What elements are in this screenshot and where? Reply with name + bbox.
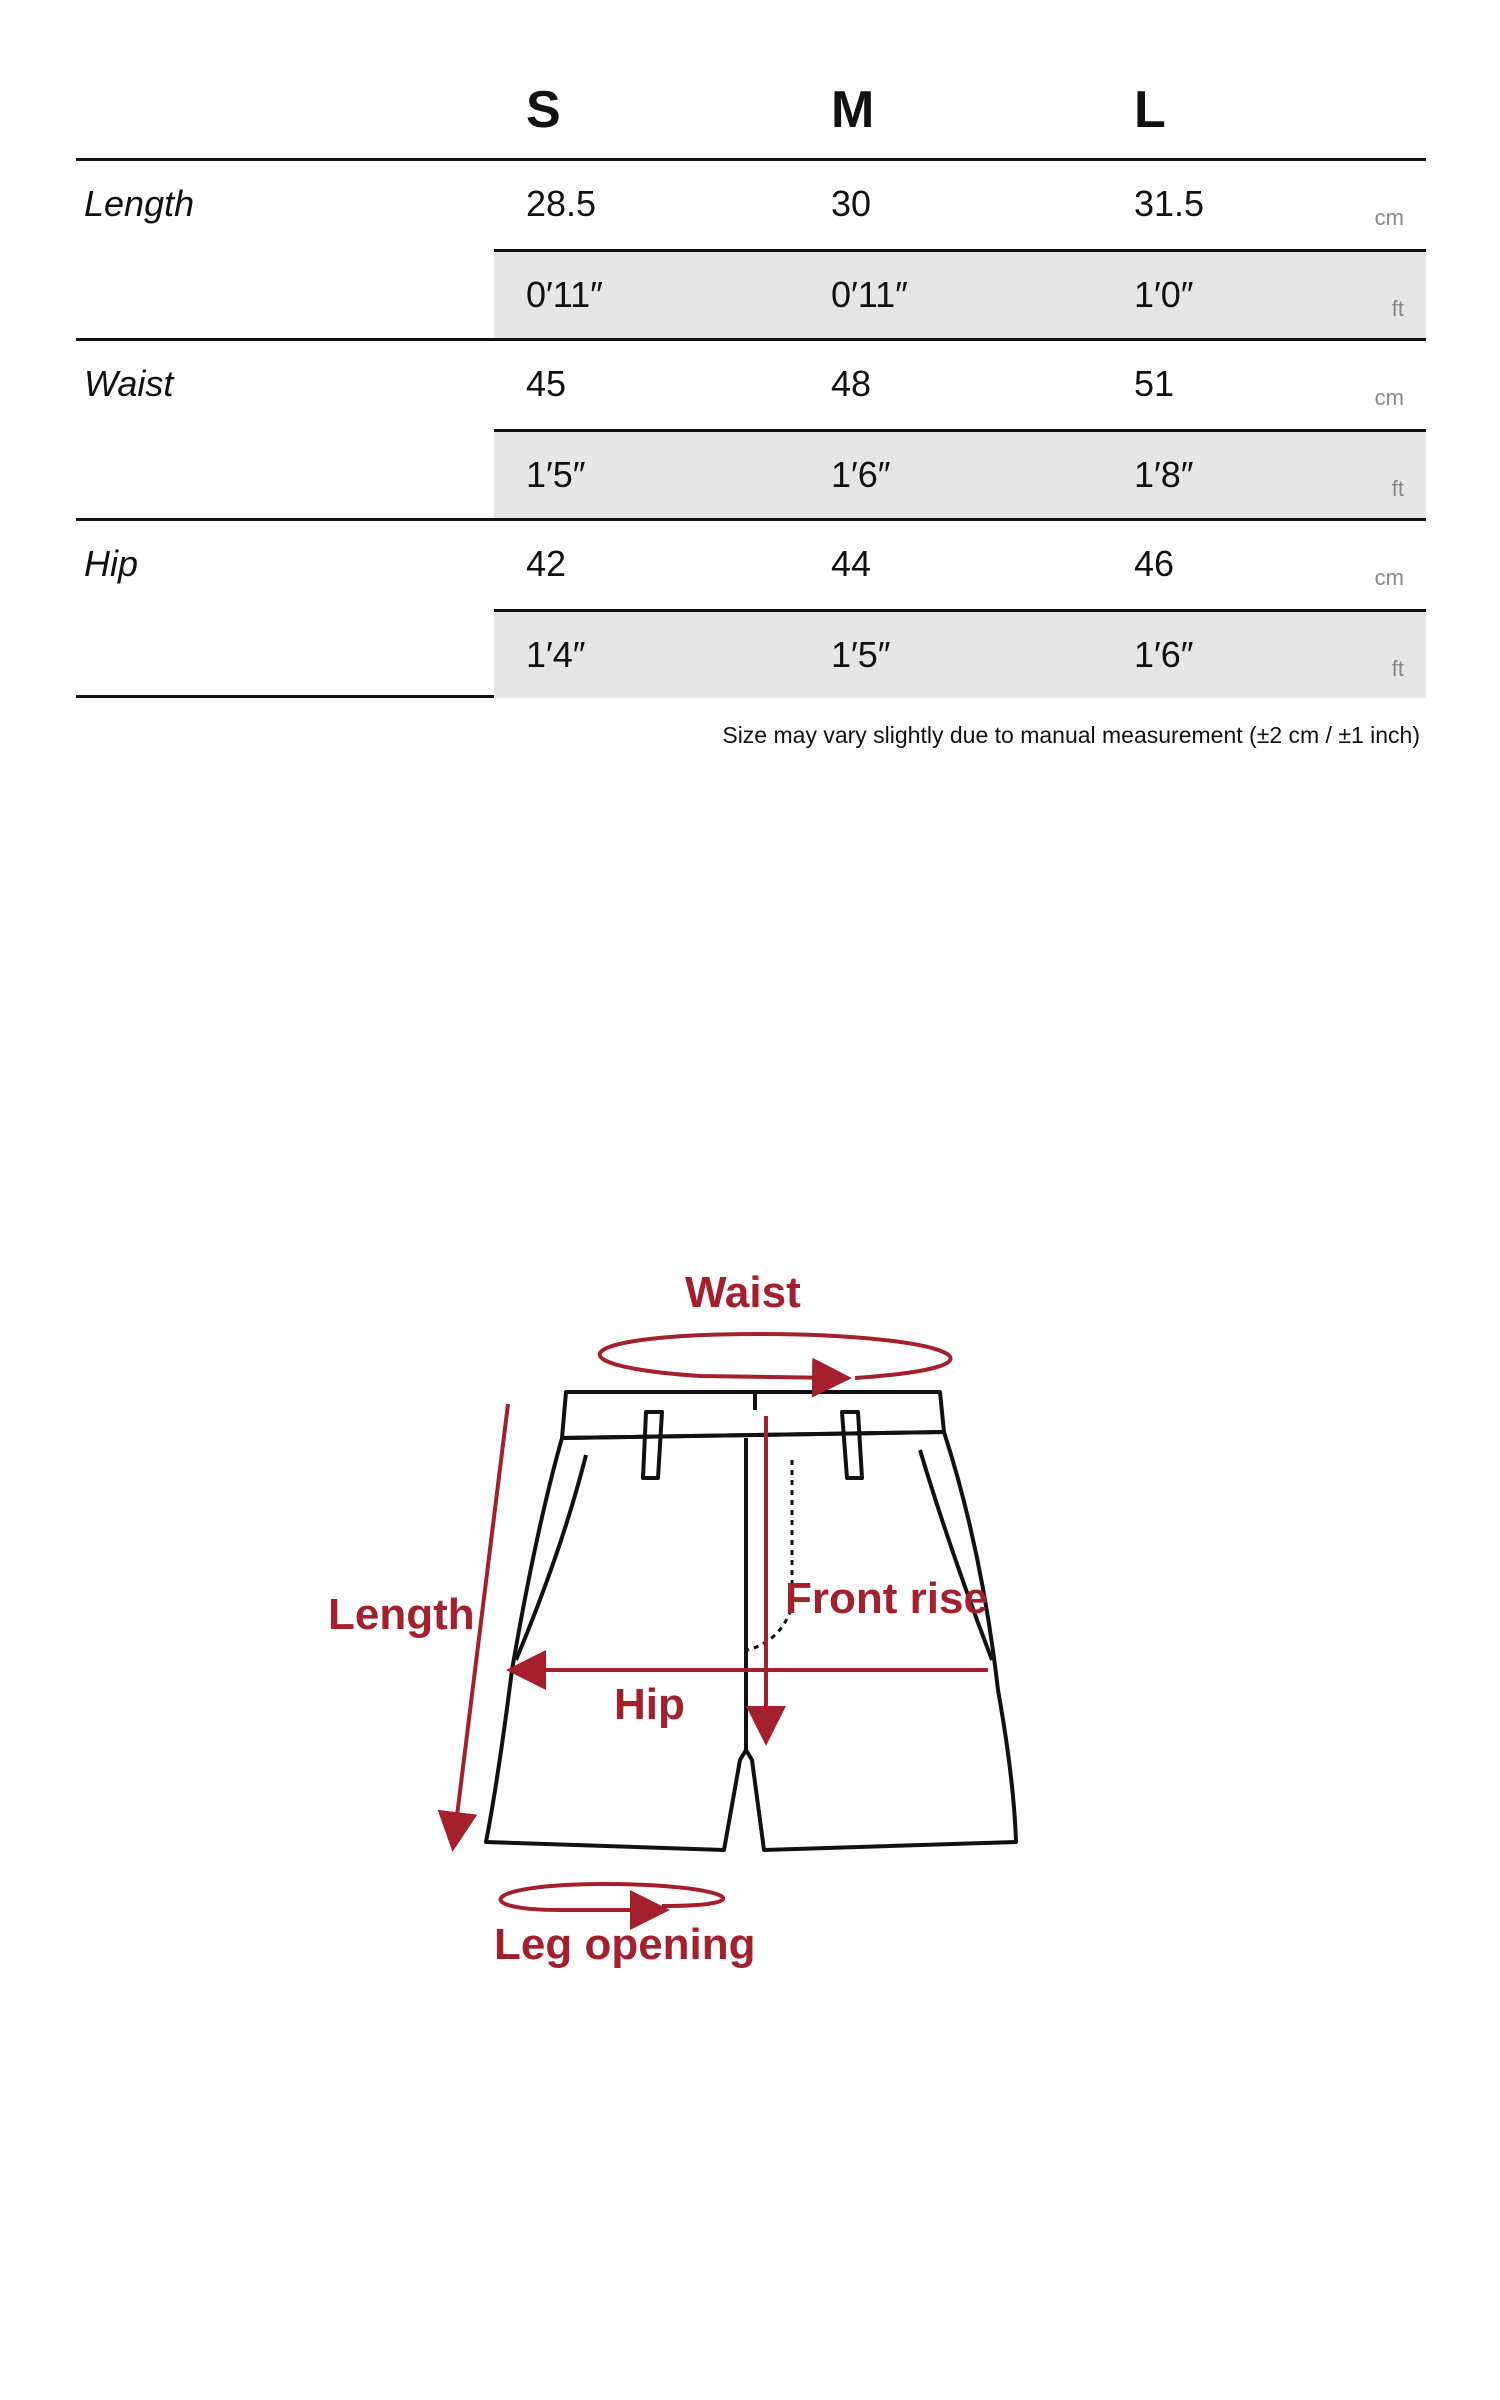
front-rise-label: Front rise <box>785 1574 988 1623</box>
measure-group-waist <box>76 338 1426 518</box>
hip-label: Hip <box>614 1680 685 1729</box>
length-ft-l: 1′0″ <box>1134 274 1194 315</box>
hip-ft-s: 1′4″ <box>526 634 586 675</box>
waist-cm-m: 48 <box>831 363 872 404</box>
waist-ft-l: 1′8″ <box>1134 454 1194 495</box>
size-header <box>76 50 1426 158</box>
measure-label-length: Length <box>84 183 195 224</box>
waist-arrow <box>600 1334 951 1378</box>
hip-cm-row <box>494 521 1426 609</box>
measurement-note: Size may vary slightly due to manual measurement (±2 cm / ±1 inch) <box>722 722 1420 748</box>
length-ft-m: 0′11″ <box>831 274 908 315</box>
length-cm-s: 28.5 <box>526 183 597 224</box>
unit-ft: ft <box>1391 296 1404 321</box>
unit-ft: ft <box>1391 656 1404 681</box>
waist-ft-m: 1′6″ <box>831 454 891 495</box>
belt-loop-left <box>643 1412 662 1478</box>
hip-ft-row <box>494 609 1426 698</box>
waist-ft-s: 1′5″ <box>526 454 586 495</box>
length-cm-l: 31.5 <box>1134 183 1205 224</box>
measure-group-length <box>76 158 1426 338</box>
shorts-illustration <box>0 1220 1500 2020</box>
size-l-header: L <box>1134 81 1166 139</box>
measure-label-waist: Waist <box>84 363 174 404</box>
length-ft-s: 0′11″ <box>526 274 603 315</box>
unit-cm: cm <box>1374 205 1404 230</box>
hip-cm-l: 46 <box>1134 543 1175 584</box>
hip-cm-m: 44 <box>831 543 872 584</box>
waist-cm-row <box>494 341 1426 429</box>
waist-cm-s: 45 <box>526 363 567 404</box>
waist-label: Waist <box>685 1268 801 1317</box>
length-ft-row <box>494 249 1426 338</box>
size-m-header: M <box>831 81 875 139</box>
length-cm-row <box>494 161 1426 249</box>
unit-ft: ft <box>1391 476 1404 501</box>
hip-ft-l: 1′6″ <box>1134 634 1194 675</box>
leg-opening-arrow <box>501 1884 724 1910</box>
size-table <box>76 50 1426 698</box>
shorts-body <box>486 1432 1016 1850</box>
measure-group-hip <box>76 518 1426 698</box>
waist-ft-row <box>494 429 1426 518</box>
right-pocket-line <box>920 1450 992 1660</box>
length-label: Length <box>328 1590 475 1639</box>
waist-cm-l: 51 <box>1134 363 1175 404</box>
hip-ft-m: 1′5″ <box>831 634 891 675</box>
belt-loop-right <box>842 1412 862 1478</box>
measure-label-hip: Hip <box>84 543 139 584</box>
hip-cm-s: 42 <box>526 543 567 584</box>
length-cm-m: 30 <box>831 183 872 224</box>
unit-cm: cm <box>1374 385 1404 410</box>
unit-cm: cm <box>1374 565 1404 590</box>
shorts-diagram <box>0 1220 1500 2020</box>
size-s-header: S <box>526 81 561 139</box>
leg-opening-label: Leg opening <box>494 1920 756 1969</box>
